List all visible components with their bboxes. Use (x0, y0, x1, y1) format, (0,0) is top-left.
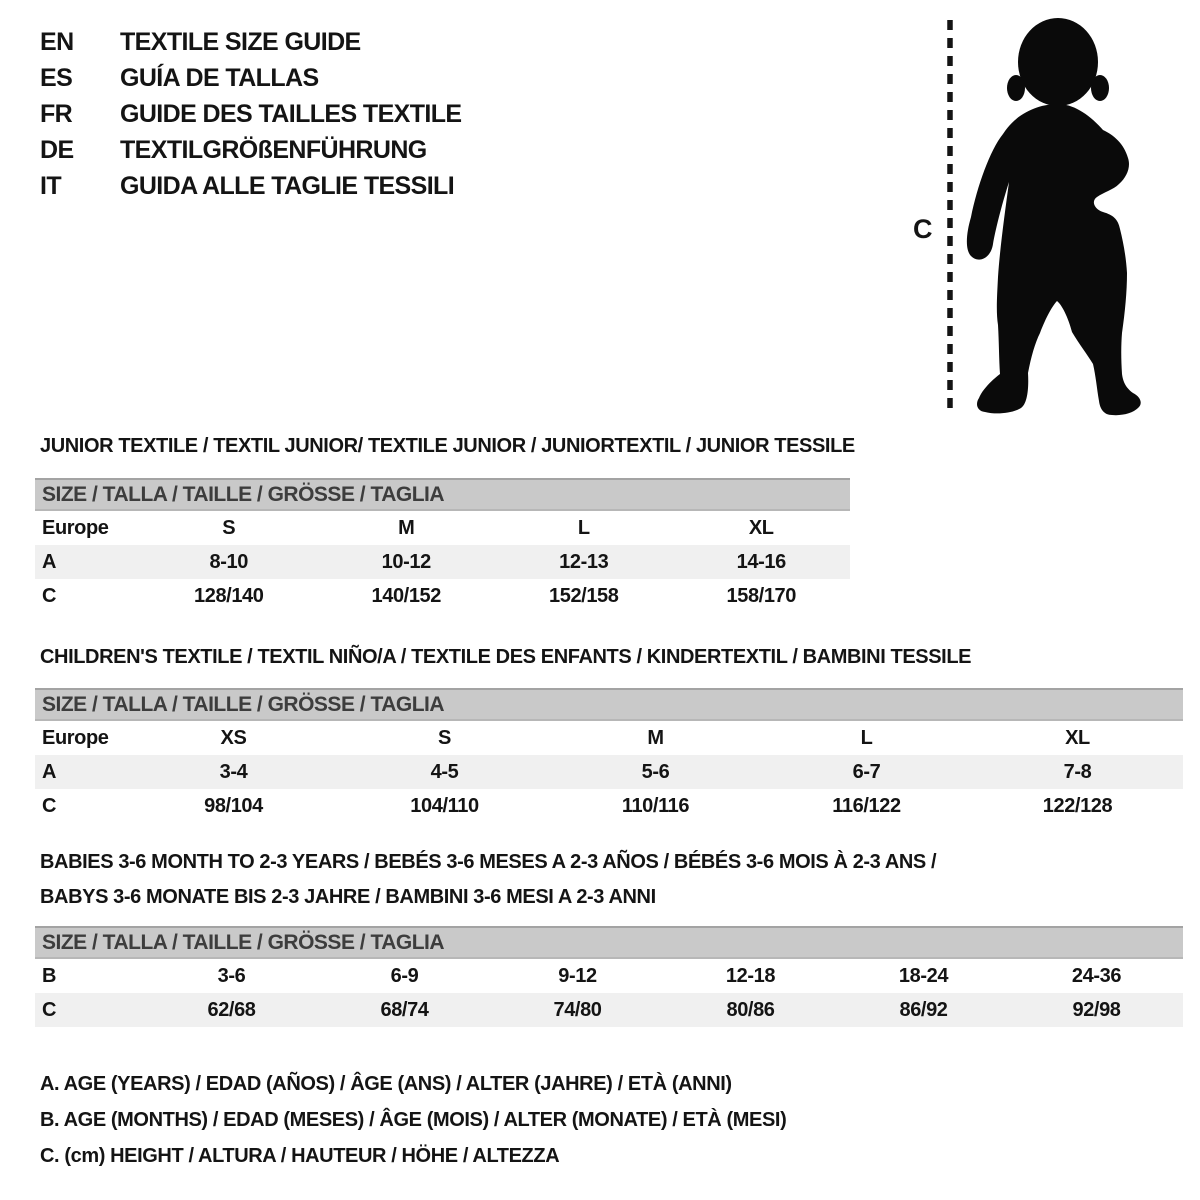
table-row (35, 511, 850, 545)
size-cell: 5-6 (641, 760, 670, 783)
size-cell: L (860, 726, 873, 749)
note-age-years: A. AGE (YEARS) / EDAD (AÑOS) / ÂGE (ANS) / ALTER (JAHRE) / ETÀ (ANNI) (40, 1073, 732, 1095)
table-row (35, 789, 1183, 823)
size-header-bar: SIZE / TALLA / TAILLE / GRÖSSE / TAGLIA (35, 478, 850, 511)
size-cell: S (438, 726, 451, 749)
language-title: GUIDA ALLE TAGLIE TESSILI (120, 171, 455, 200)
size-cell: 98/104 (204, 794, 263, 817)
size-cell: 158/170 (726, 584, 796, 607)
size-cell: 62/68 (207, 998, 256, 1021)
table-row (35, 959, 1183, 993)
row-label: B (42, 964, 57, 987)
size-cell: 24-36 (1071, 964, 1122, 987)
junior-size-table (35, 478, 850, 613)
legend-notes (40, 1066, 786, 1174)
size-cell: M (398, 516, 415, 539)
size-cell: 110/116 (621, 794, 690, 817)
size-cell: 122/128 (1042, 794, 1113, 817)
size-cell: 128/140 (194, 584, 264, 607)
row-label: C (42, 794, 57, 817)
size-cell: 12-18 (725, 964, 776, 987)
size-cell: S (222, 516, 236, 539)
babies-title-line1: BABIES 3-6 MONTH TO 2-3 YEARS / BEBÉS 3-6 MESES A 2-3 AÑOS / BÉBÉS 3-6 MOIS À 2-3 ANS / (40, 851, 937, 873)
note-height-cm: C. (cm) HEIGHT / ALTURA / HAUTEUR / HÖHE / ALTEZZA (40, 1145, 560, 1167)
babies-size-table (35, 926, 1183, 1027)
babies-section-title (40, 845, 936, 915)
language-row (40, 60, 462, 96)
babies-title-line2: BABYS 3-6 MONATE BIS 2-3 JAHRE / BAMBINI 3-6 MESI A 2-3 ANNI (40, 886, 656, 908)
size-cell: 3-6 (217, 964, 246, 987)
language-code: FR (40, 99, 73, 128)
language-code: ES (40, 63, 73, 92)
table-row (35, 755, 1183, 789)
size-header-bar: SIZE / TALLA / TAILLE / GRÖSSE / TAGLIA (35, 688, 1183, 721)
toddler-silhouette-icon (905, 10, 1160, 428)
row-label: Europe (42, 516, 109, 539)
children-section-title: CHILDREN'S TEXTILE / TEXTIL NIÑO/A / TEXTILE DES ENFANTS / KINDERTEXTIL / BAMBINI TESSILE (40, 646, 972, 668)
size-cell: 80/86 (726, 998, 775, 1021)
size-cell: 12-13 (559, 550, 609, 573)
language-row (40, 96, 462, 132)
language-code: IT (40, 171, 62, 200)
table-row (35, 721, 1183, 755)
size-header-bar: SIZE / TALLA / TAILLE / GRÖSSE / TAGLIA (35, 926, 1183, 959)
size-cell: 116/122 (832, 794, 901, 817)
language-row (40, 168, 462, 204)
size-cell: 6-7 (852, 760, 881, 783)
size-cell: 92/98 (1072, 998, 1121, 1021)
figure-height-label: C (913, 214, 933, 244)
size-cell: L (577, 516, 590, 539)
size-cell: 68/74 (380, 998, 429, 1021)
size-cell: XL (748, 516, 774, 539)
size-cell: 140/152 (371, 584, 441, 607)
language-title: GUIDE DES TAILLES TEXTILE (120, 99, 462, 128)
table-row (35, 579, 850, 613)
size-cell: 86/92 (899, 998, 948, 1021)
size-cell: 3-4 (219, 760, 248, 783)
table-row (35, 993, 1183, 1027)
size-cell: 152/158 (549, 584, 619, 607)
size-cell: 10-12 (381, 550, 431, 573)
size-cell: 8-10 (209, 550, 248, 573)
language-title: TEXTILE SIZE GUIDE (120, 27, 361, 56)
language-title: GUÍA DE TALLAS (120, 63, 319, 92)
size-cell: 104/110 (410, 794, 479, 817)
size-cell: XL (1065, 726, 1090, 749)
language-row (40, 24, 462, 60)
row-label: A (42, 550, 57, 573)
size-cell: 14-16 (736, 550, 786, 573)
row-label: Europe (42, 726, 109, 749)
row-label: A (42, 760, 57, 783)
language-title: TEXTILGRÖßENFÜHRUNG (120, 135, 427, 164)
language-code: DE (40, 135, 74, 164)
size-cell: 9-12 (558, 964, 597, 987)
size-cell: 6-9 (390, 964, 419, 987)
size-cell: 18-24 (898, 964, 949, 987)
size-cell: 4-5 (430, 760, 459, 783)
note-age-months: B. AGE (MONTHS) / EDAD (MESES) / ÂGE (MOIS) / ALTER (MONATE) / ETÀ (MESI) (40, 1109, 787, 1131)
language-title-block (40, 24, 462, 204)
size-cell: 7-8 (1063, 760, 1092, 783)
table-row (35, 545, 850, 579)
row-label: C (42, 998, 57, 1021)
language-code: EN (40, 27, 74, 56)
size-cell: 74/80 (553, 998, 602, 1021)
size-cell: XS (220, 726, 247, 749)
junior-section-title: JUNIOR TEXTILE / TEXTIL JUNIOR/ TEXTILE JUNIOR / JUNIORTEXTIL / JUNIOR TESSILE (40, 435, 855, 457)
children-size-table (35, 688, 1183, 823)
row-label: C (42, 584, 57, 607)
language-row (40, 132, 462, 168)
size-cell: M (647, 726, 664, 749)
